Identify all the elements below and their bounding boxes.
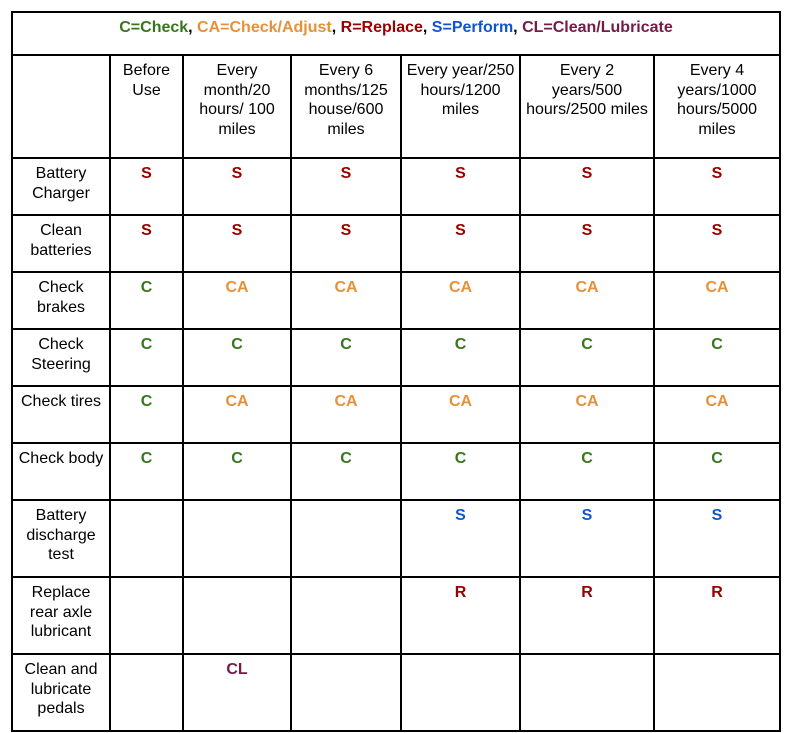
schedule-cell <box>291 654 401 731</box>
schedule-cell: CA <box>520 272 654 329</box>
legend-separator: , <box>422 19 432 36</box>
schedule-cell: S <box>654 500 780 577</box>
schedule-cell <box>110 577 183 654</box>
schedule-cell <box>110 500 183 577</box>
schedule-cell: CA <box>401 386 520 443</box>
table-body <box>12 158 780 731</box>
schedule-cell: S <box>110 215 183 272</box>
column-header: Every month/20 hours/ 100 miles <box>183 55 291 158</box>
schedule-cell <box>401 654 520 731</box>
task-label: Check brakes <box>12 272 110 329</box>
table-row <box>12 215 780 272</box>
schedule-cell: CA <box>654 272 780 329</box>
schedule-cell: C <box>110 329 183 386</box>
schedule-cell: S <box>401 158 520 215</box>
schedule-cell: S <box>654 158 780 215</box>
maintenance-schedule-table <box>11 11 781 732</box>
column-header: Every 6 months/125 house/600 miles <box>291 55 401 158</box>
schedule-cell: CL <box>183 654 291 731</box>
schedule-cell: S <box>183 158 291 215</box>
table-row <box>12 329 780 386</box>
schedule-cell: S <box>110 158 183 215</box>
schedule-cell <box>183 577 291 654</box>
schedule-cell <box>110 654 183 731</box>
schedule-cell: C <box>654 329 780 386</box>
schedule-cell: S <box>401 500 520 577</box>
schedule-cell: CA <box>401 272 520 329</box>
schedule-cell: C <box>520 329 654 386</box>
legend-clean-lubricate: CL=Clean/Lubricate <box>522 19 673 36</box>
schedule-cell: C <box>654 443 780 500</box>
schedule-cell: S <box>291 215 401 272</box>
task-label: Clean batteries <box>12 215 110 272</box>
schedule-cell: CA <box>183 272 291 329</box>
table-row <box>12 654 780 731</box>
table-row <box>12 443 780 500</box>
table-row <box>12 500 780 577</box>
schedule-cell: CA <box>291 272 401 329</box>
corner-cell <box>12 55 110 158</box>
legend-separator: , <box>513 19 523 36</box>
task-label: Check Steering <box>12 329 110 386</box>
column-header: Before Use <box>110 55 183 158</box>
schedule-cell: S <box>520 215 654 272</box>
schedule-cell <box>291 500 401 577</box>
schedule-cell: C <box>110 386 183 443</box>
schedule-cell: R <box>654 577 780 654</box>
schedule-cell: CA <box>654 386 780 443</box>
schedule-cell: C <box>401 329 520 386</box>
legend-check-adjust: CA=Check/Adjust <box>197 19 332 36</box>
task-label: Battery Charger <box>12 158 110 215</box>
schedule-cell: C <box>183 443 291 500</box>
schedule-cell: R <box>520 577 654 654</box>
column-header: Every 2 years/500 hours/2500 miles <box>520 55 654 158</box>
legend-separator: , <box>331 19 341 36</box>
schedule-cell: S <box>183 215 291 272</box>
task-label: Check tires <box>12 386 110 443</box>
table-row <box>12 158 780 215</box>
task-label: Replace rear axle lubricant <box>12 577 110 654</box>
schedule-cell: C <box>110 272 183 329</box>
schedule-cell <box>520 654 654 731</box>
legend-replace: R=Replace <box>340 19 423 36</box>
legend-row <box>12 12 780 55</box>
schedule-cell: CA <box>183 386 291 443</box>
schedule-cell: CA <box>520 386 654 443</box>
table-row <box>12 577 780 654</box>
schedule-cell: C <box>520 443 654 500</box>
column-header: Every 4 years/1000 hours/5000 miles <box>654 55 780 158</box>
task-label: Check body <box>12 443 110 500</box>
schedule-cell: R <box>401 577 520 654</box>
schedule-cell: S <box>401 215 520 272</box>
task-label: Clean and lubricate pedals <box>12 654 110 731</box>
schedule-cell: S <box>520 500 654 577</box>
legend-check: C=Check <box>119 19 189 36</box>
legend-perform: S=Perform <box>431 19 514 36</box>
legend <box>12 12 780 55</box>
schedule-cell <box>183 500 291 577</box>
schedule-cell: S <box>520 158 654 215</box>
schedule-cell: C <box>291 443 401 500</box>
schedule-cell: S <box>654 215 780 272</box>
schedule-cell: C <box>110 443 183 500</box>
schedule-cell: S <box>291 158 401 215</box>
legend-separator: , <box>188 19 198 36</box>
schedule-cell: C <box>401 443 520 500</box>
schedule-cell: C <box>183 329 291 386</box>
task-label: Battery discharge test <box>12 500 110 577</box>
table-row <box>12 272 780 329</box>
schedule-cell <box>291 577 401 654</box>
column-header: Every year/250 hours/1200 miles <box>401 55 520 158</box>
schedule-cell <box>654 654 780 731</box>
header-row <box>12 55 780 158</box>
schedule-cell: C <box>291 329 401 386</box>
schedule-cell: CA <box>291 386 401 443</box>
table-row <box>12 386 780 443</box>
